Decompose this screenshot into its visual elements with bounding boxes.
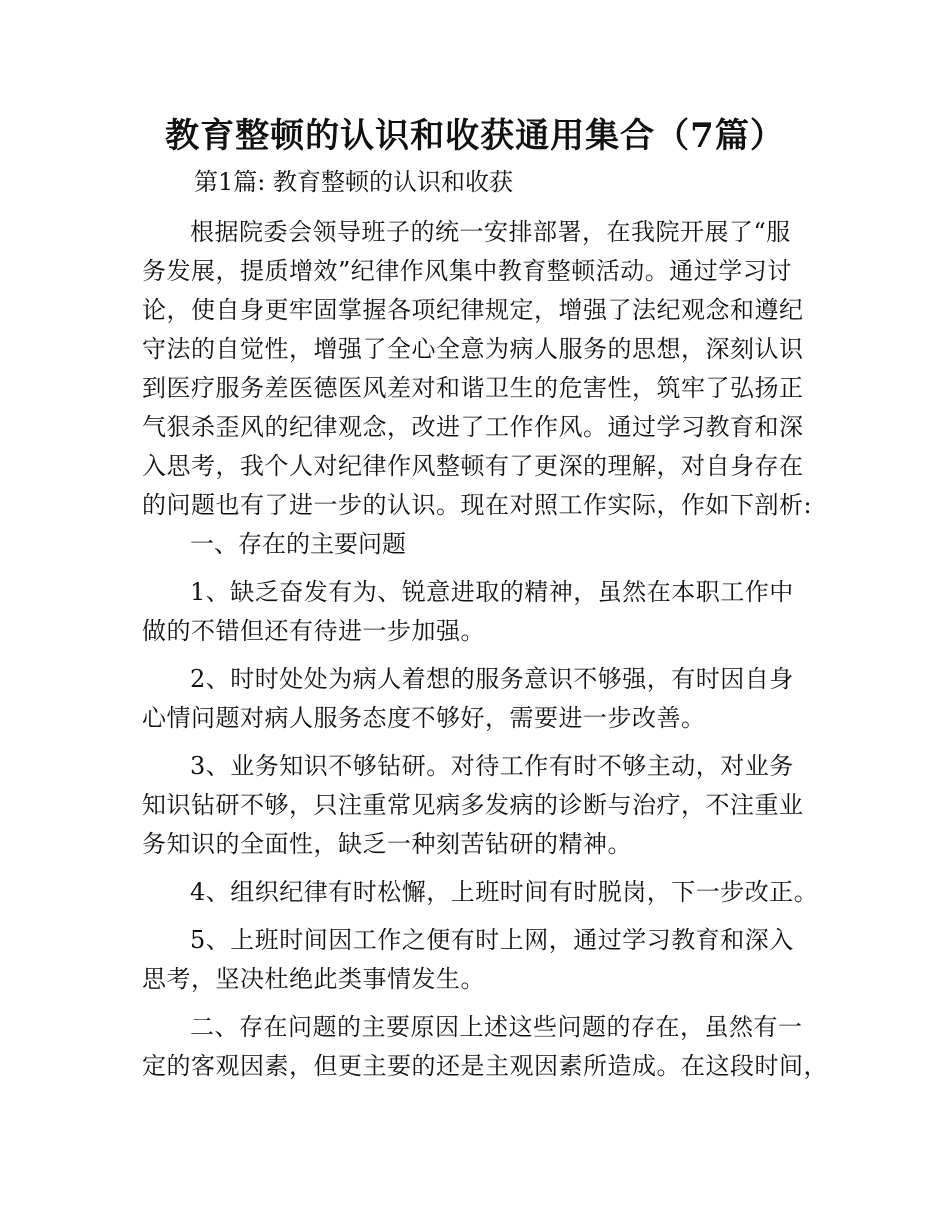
problem-item-5 (142, 921, 822, 999)
article-subtitle: 第1篇: 教育整顿的认识和收获 (194, 168, 513, 196)
item-line: 3、业务知识不够钻研。对待工作有时不够主动，对业务 (190, 752, 794, 780)
intro-line: 气狠杀歪风的纪律观念，改进了工作作风。通过学习教育和深 (142, 413, 804, 441)
paragraph-line: 定的客观因素，但更主要的还是主观因素所造成。在这段时间， (142, 1052, 828, 1080)
item-line: 心情问题对病人服务态度不够好，需要进一步改善。 (142, 704, 706, 732)
intro-paragraph (142, 213, 822, 525)
intro-line: 根据院委会领导班子的统一安排部署，在我院开展了“服 (190, 218, 791, 246)
item-line: 思考，坚决杜绝此类事情发生。 (142, 965, 485, 993)
item-line: 务知识的全面性，缺乏一种刻苦钻研的精神。 (142, 830, 632, 858)
problem-item-3 (142, 747, 822, 864)
item-line: 2、时时处处为病人着想的服务意识不够强，有时因自身 (190, 665, 794, 693)
document-title: 教育整顿的认识和收获通用集合（7篇） (165, 116, 785, 156)
problem-item-4 (142, 873, 822, 912)
item-line: 5、上班时间因工作之便有时上网，通过学习教育和深入 (190, 926, 794, 954)
intro-line: 的问题也有了进一步的认识。现在对照工作实际，作如下剖析: (142, 491, 813, 519)
intro-line: 论，使自身更牢固掌握各项纪律规定，增强了法纪观念和遵纪 (142, 296, 804, 324)
section-heading-problems: 一、存在的主要问题 (190, 530, 406, 558)
intro-line: 守法的自觉性，增强了全心全意为病人服务的思想，深刻认识 (142, 335, 804, 363)
intro-line: 务发展，提质增效”纪律作风集中教育整顿活动。通过学习讨 (142, 257, 792, 285)
item-line: 1、缺乏奋发有为、锐意进取的精神，虽然在本职工作中 (190, 578, 794, 606)
intro-line: 入思考，我个人对纪律作风整顿有了更深的理解，对自身存在 (142, 452, 804, 480)
item-line: 知识钻研不够，只注重常见病多发病的诊断与治疗，不注重业 (142, 791, 804, 819)
problem-item-1 (142, 573, 822, 651)
problem-item-2 (142, 660, 822, 738)
paragraph-line: 二、存在问题的主要原因上述这些问题的存在，虽然有一 (190, 1013, 803, 1041)
document-body (142, 160, 828, 1086)
item-line: 4、组织纪律有时松懈，上班时间有时脱岗，下一步改正。 (190, 878, 819, 906)
intro-line: 到医疗服务差医德医风差对和谐卫生的危害性，筑牢了弘扬正 (142, 374, 804, 402)
section-2-paragraph (142, 1008, 828, 1086)
item-line: 做的不错但还有待进一步加强。 (142, 617, 485, 645)
